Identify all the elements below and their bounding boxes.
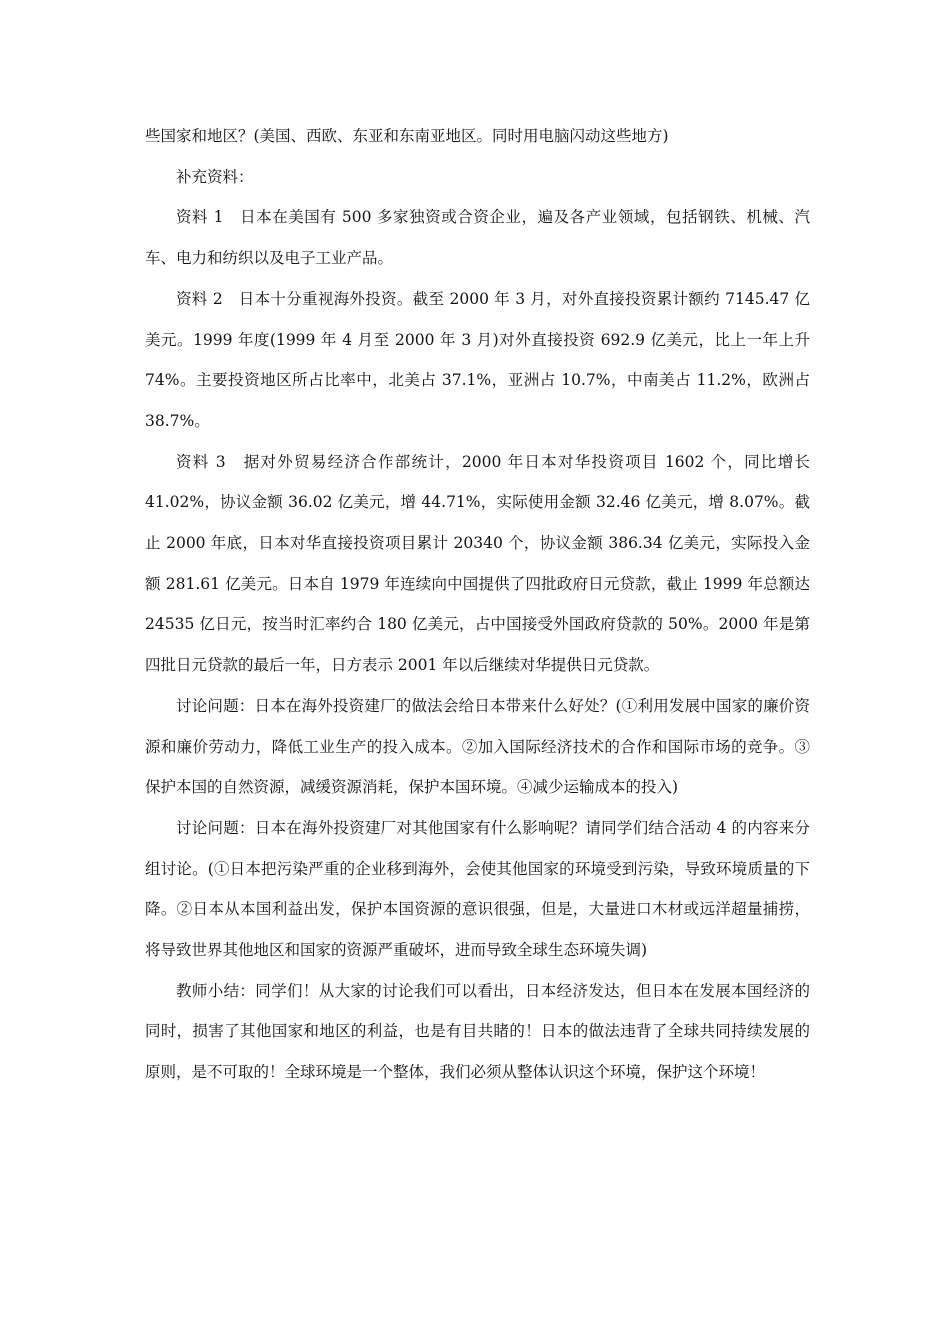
document-body — [145, 116, 810, 1093]
paragraph-discussion-1: 讨论问题：日本在海外投资建厂的做法会给日本带来什么好处？(①利用发展中国家的廉价资源和廉价劳动力，降低工业生产的投入成本。②加入国际经济技术的合作和国际市场的竞争。③保护本国的自然资源，减缓资源消耗，保护本国环境。④减少运输成本的投入) — [145, 696, 810, 797]
paragraph-material-1: 资料 1 日本在美国有 500 多家独资或合资企业，遍及各产业领域，包括钢铁、机械、汽车、电力和纺织以及电子工业产品。 — [145, 208, 810, 268]
paragraph-teacher-summary: 教师小结：同学们！从大家的讨论我们可以看出，日本经济发达，但日本在发展本国经济的同时，损害了其他国家和地区的利益，也是有目共睹的！日本的做法违背了全球共同持续发展的原则，是不可取的！全球环境是一个整体，我们必须从整体认识这个环境，保护这个环境！ — [145, 981, 810, 1082]
paragraph-material-3: 资料 3 据对外贸易经济合作部统计，2000 年日本对华投资项目 1602 个，同比增长 41.02%，协议金额 36.02 亿美元，增 44.71%，实际使用金额 32.46 亿美元，增 8.07%。截止 2000 年底，日本对华直接投资项目累计 20340 个，协议金额 386.34 亿美元，实际投入金额 281.61 亿美元。日本自 1979 年连续向中国提供了四批政府日元贷款，截止 1999 年总额达 24535 亿日元，按当时汇率约合 180 亿美元，占中国接受外国政府贷款的 50%。2000 年是第四批日元贷款的最后一年，日方表示 2001 年以后继续对华提供日元贷款。 — [145, 452, 810, 675]
paragraph-discussion-2: 讨论问题：日本在海外投资建厂对其他国家有什么影响呢？请同学们结合活动 4 的内容来分组讨论。(①日本把污染严重的企业移到海外，会使其他国家的环境受到污染，导致环境质量的下降。②日本从本国利益出发，保护本国资源的意识很强，但是，大量进口木材或远洋超量捕捞，将导致世界其他地区和国家的资源严重破坏，进而导致全球生态环境失调) — [145, 818, 810, 960]
paragraph-supplement-heading: 补充资料： — [176, 167, 254, 186]
paragraph-continuation: 些国家和地区？(美国、西欧、东亚和东南亚地区。同时用电脑闪动这些地方) — [145, 127, 669, 145]
paragraph-material-2: 资料 2 日本十分重视海外投资。截至 2000 年 3 月，对外直接投资累计额约 7145.47 亿美元。1999 年度(1999 年 4 月至 2000 年 3 月)对外直接投资 692.9 亿美元，比上一年上升 74%。主要投资地区所占比率中，北美占 37.1%，亚洲占 10.7%，中南美占 11.2%，欧洲占 38.7%。 — [145, 289, 810, 430]
